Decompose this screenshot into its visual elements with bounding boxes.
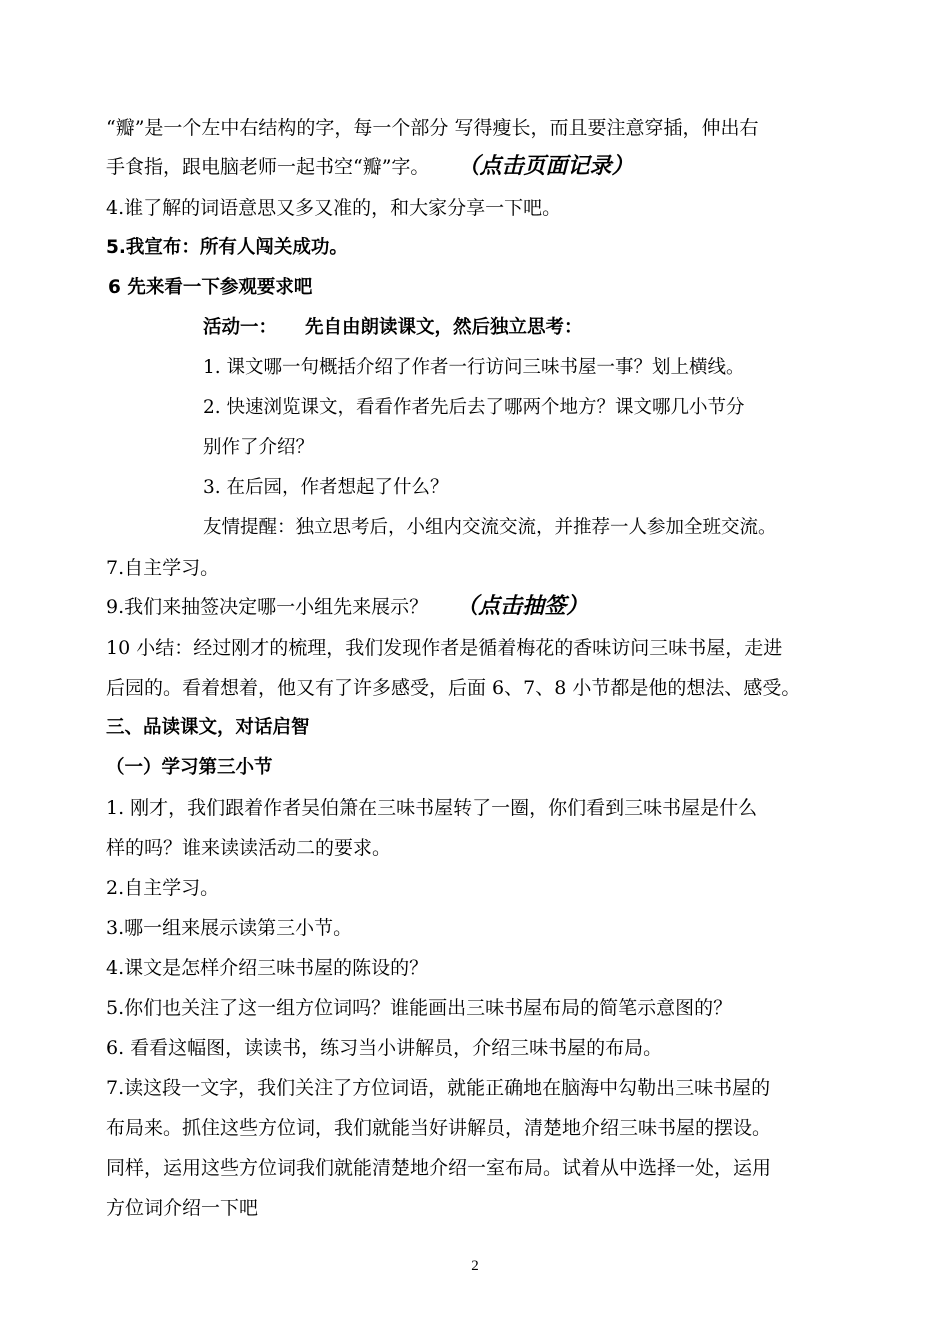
paragraph-line: 同样，运用这些方位词我们就能清楚地介绍一室布局。试着从中选择一处，运用 bbox=[106, 1157, 772, 1179]
paragraph-line: 7.读这段一文字，我们关注了方位词语，就能正确地在脑海中勾勒出三味书屋的 bbox=[106, 1077, 771, 1099]
activity-item: 1. 课文哪一句概括介绍了作者一行访问三味书屋一事？划上横线。 bbox=[203, 357, 745, 378]
paragraph-line: 1. 刚才，我们跟着作者吴伯箫在三味书屋转了一圈，你们看到三味书屋是什么 bbox=[106, 797, 758, 819]
paragraph-line bbox=[106, 592, 852, 622]
activity-heading bbox=[203, 313, 853, 343]
paragraph-line: 3.哪一组来展示读第三小节。 bbox=[106, 917, 353, 939]
page-number: 2 bbox=[471, 1258, 479, 1274]
reminder-line: 友情提醒：独立思考后，小组内交流交流，并推荐一人参加全班交流。 bbox=[203, 517, 777, 538]
click-record-note: （点击页面记录） bbox=[457, 154, 634, 179]
paragraph-line: 7.自主学习。 bbox=[106, 557, 220, 579]
click-draw-lots-note: （点击抽签） bbox=[456, 594, 589, 619]
bold-line: 5.我宣布：所有人闯关成功。 bbox=[106, 237, 348, 258]
paragraph-line: 6. 看看这幅图，读读书，练习当小讲解员，介绍三味书屋的布局。 bbox=[106, 1037, 663, 1059]
line-text: 手食指，跟电脑老师一起书空“瓣”字。 bbox=[106, 156, 430, 178]
bold-line: 6 先来看一下参观要求吧 bbox=[108, 277, 313, 298]
paragraph-line: “瓣”是一个左中右结构的字，每一个部分 写得瘦长，而且要注意穿插，伸出右 bbox=[106, 117, 759, 139]
activity-instruction: 先自由朗读课文，然后独立思考： bbox=[305, 317, 583, 338]
paragraph-line: 4.课文是怎样介绍三味书屋的陈设的？ bbox=[106, 957, 429, 979]
paragraph-line: 样的吗？谁来读读活动二的要求。 bbox=[106, 837, 392, 859]
activity-item: 2. 快速浏览课文，看看作者先后去了哪两个地方？课文哪几小节分 bbox=[203, 397, 745, 418]
paragraph-line bbox=[106, 152, 852, 182]
paragraph-line: 布局来。抓住这些方位词，我们就能当好讲解员，清楚地介绍三味书屋的摆设。 bbox=[106, 1117, 772, 1139]
paragraph-line: 方位词介绍一下吧 bbox=[106, 1197, 259, 1219]
section-heading: 三、品读课文，对话启智 bbox=[106, 717, 310, 738]
subsection-heading: （一）学习第三小节 bbox=[106, 757, 273, 778]
activity-item: 3. 在后园，作者想起了什么？ bbox=[203, 477, 449, 498]
paragraph-line: 4.谁了解的词语意思又多又准的，和大家分享一下吧。 bbox=[106, 197, 562, 219]
paragraph-line: 10 小结：经过刚才的梳理，我们发现作者是循着梅花的香味访问三味书屋，走进 bbox=[106, 637, 783, 659]
paragraph-line: 后园的。看着想着，他又有了许多感受，后面 6、7、8 小节都是他的想法、感受。 bbox=[106, 677, 801, 699]
line-text: 9.我们来抽签决定哪一小组先来展示？ bbox=[106, 596, 429, 618]
activity-item: 别作了介绍？ bbox=[203, 437, 315, 458]
activity-label: 活动一： bbox=[203, 317, 278, 338]
paragraph-line: 2.自主学习。 bbox=[106, 877, 220, 899]
paragraph-line: 5.你们也关注了这一组方位词吗？谁能画出三味书屋布局的简笔示意图的？ bbox=[106, 997, 733, 1019]
